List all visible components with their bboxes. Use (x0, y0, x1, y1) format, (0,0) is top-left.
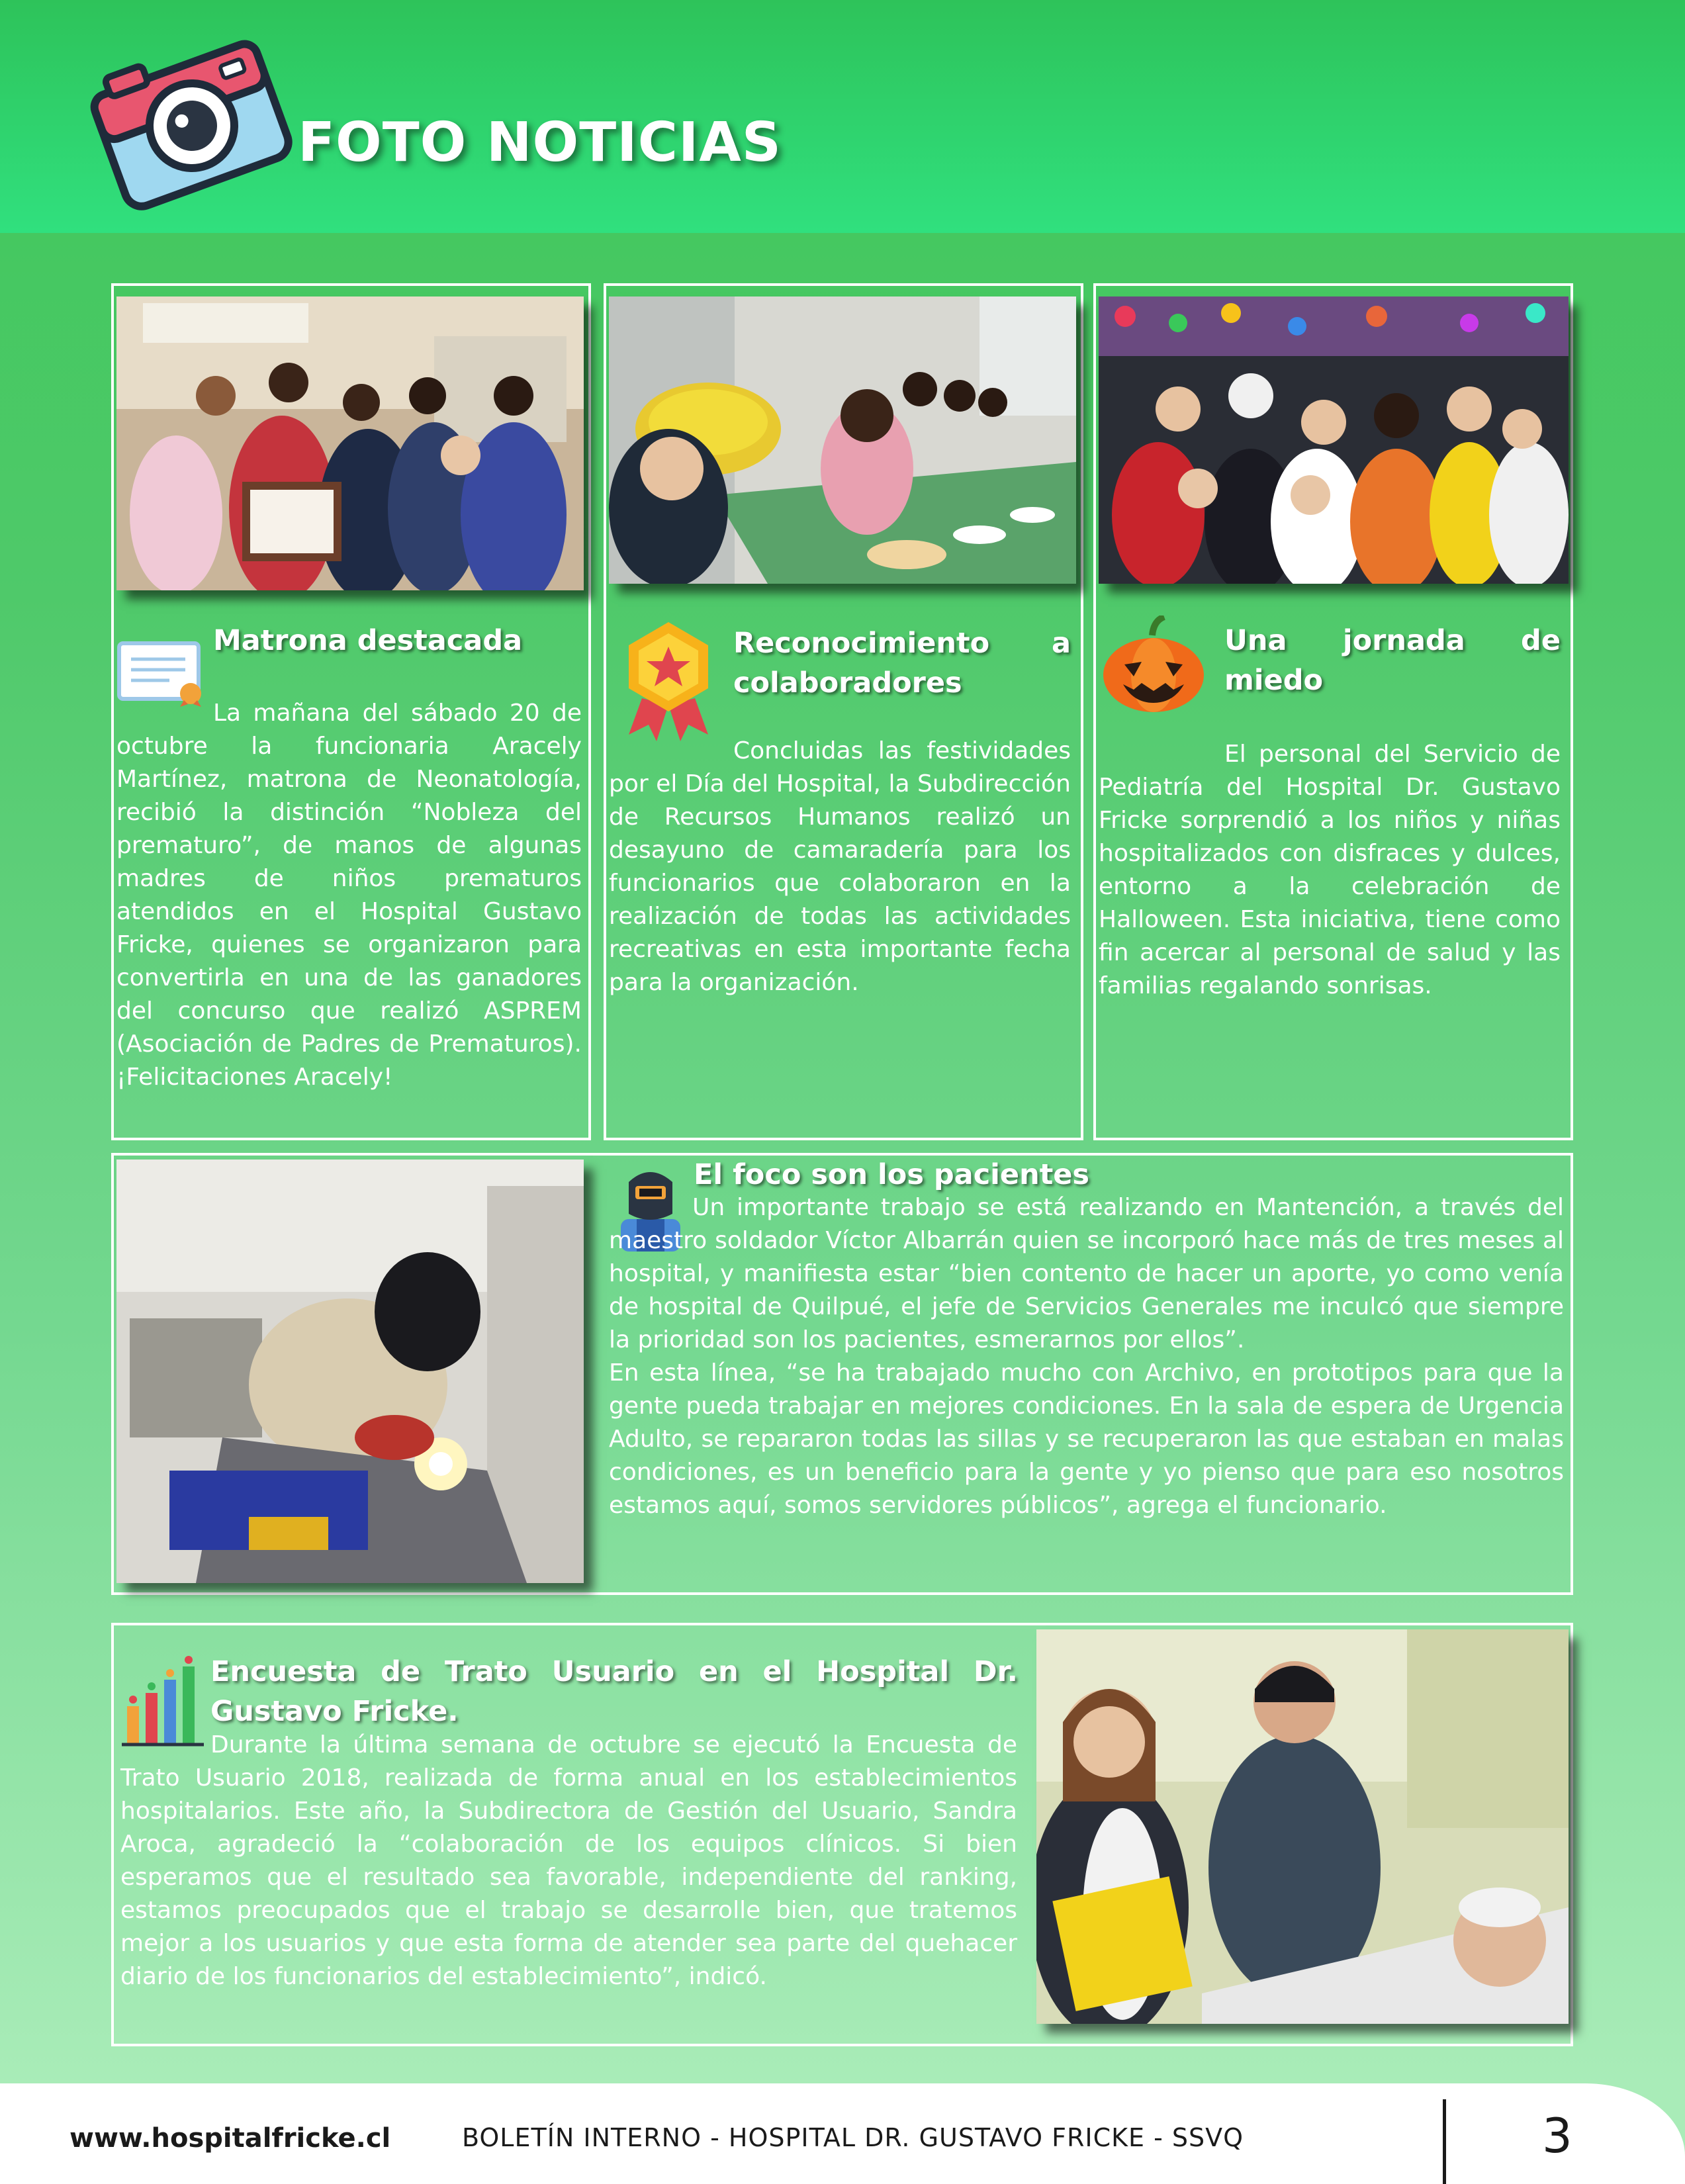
article-text-encuesta: Durante la última semana de octubre se ejecutó la Encuesta de Trato Usuario 2018, realizada de forma anual en los establecimientos hospitalarios. Este año, la Subdirectora de Gestión del Usuario, Sandra Aroca, agradeció la “colaboración de los equipos clínicos. Si bien esperamos que el resultado sea favorable, independiente del ranking, estamos preocupados que el trabajo se desarrolle bien, que tratemos mejor a los usuarios y que esta forma de atender sea parte del quehacer diario de los funcionarios del establecimiento”, indicó. (120, 1731, 1017, 1990)
photo-encuesta (1036, 1629, 1569, 2024)
footer-website-link[interactable]: www.hospitalfricke.cl (69, 2123, 391, 2154)
article-body-halloween (1099, 738, 1561, 1003)
article-title-reconocimiento (733, 623, 1071, 703)
article-text-foco-2: En esta línea, “se ha trabajado mucho con Archivo, en prototipos para que la gente pueda trabajar en mejores condiciones. En la sala de espera de Urgencia Adulto, se repararon todas las sillas y se recuperaron las que estaban en malas condiciones, es un beneficio para la gente y yo pienso que para eso nosotros estamos aquí, somos servidores públicos”, agrega el funcionario. (609, 1359, 1564, 1519)
article-title-halloween-text: Una jornada de miedo (1224, 624, 1561, 697)
footer-divider (1443, 2099, 1446, 2184)
footer-bulletin-title: BOLETÍN INTERNO - HOSPITAL DR. GUSTAVO FRICKE - SSVQ (462, 2123, 1244, 2152)
photo-matrona (116, 296, 584, 590)
article-title-foco: El foco son los pacientes (694, 1158, 1090, 1191)
pumpkin-icon (1101, 615, 1207, 715)
article-title-encuesta: Encuesta de Trato Usuario en el Hospital Dr. Gustavo Fricke. (210, 1655, 1018, 1728)
photo-foco (116, 1160, 584, 1583)
article-text-foco-1: Un importante trabajo se está realizando en Mantención, a través del maestro soldador Víctor Albarrán quien se incorporó hace más de tres meses al hospital, y manifiesta estar “bien contento de hacer un aporte, yo como venía de hospital de Quilpué, el jefe de Servicios Generales me inculcó que siempre la prioridad son los pacientes, esmerarnos por ellos”. (609, 1194, 1564, 1353)
medal-icon (615, 619, 721, 741)
article-text-reconocimiento: Concluidas las festividades por el Día del Hospital, la Subdirección de Recursos Humanos realizó un desayuno de camaradería para los funcionarios que colaboraron en la realización de todas las actividades recreativas en esta importante fecha para la organización. (609, 737, 1071, 996)
article-body-reconocimiento (609, 735, 1071, 999)
page-title: FOTO NOTICIAS (298, 111, 782, 174)
article-title-matrona: Matrona destacada (213, 624, 523, 657)
camera-icon (86, 26, 298, 225)
photo-reconocimiento (609, 296, 1076, 584)
article-text-halloween: El personal del Servicio de Pediatría del Hospital Dr. Gustavo Fricke sorprendió a los niños y niñas hospitalizados con disfraces y dulces, entorno a la celebración de Halloween. Esta iniciativa, tiene como fin acercar al personal de salud y las familias regalando sonrisas. (1099, 741, 1561, 999)
article-body-encuesta (120, 1729, 1017, 1993)
page-number: 3 (1542, 2108, 1572, 2163)
article-body-foco (609, 1191, 1564, 1522)
article-title-halloween (1224, 621, 1561, 700)
photo-halloween (1099, 296, 1569, 584)
article-text-matrona: La mañana del sábado 20 de octubre la funcionaria Aracely Martínez, matrona de Neonatología, recibió la distinción “Nobleza del prematuro”, de manos de algunas madres de niños prematuros atendidos en el Hospital Gustavo Fricke, quienes se organizaron para convertirla en una de las ganadores del concurso que realizó ASPREM (Asociación de Padres de Prematuros). ¡Felicitaciones Aracely! (116, 700, 582, 1091)
article-body-matrona (116, 697, 582, 1094)
article-title-reconocimiento-text: Reconocimiento a colaboradores (733, 627, 1071, 700)
